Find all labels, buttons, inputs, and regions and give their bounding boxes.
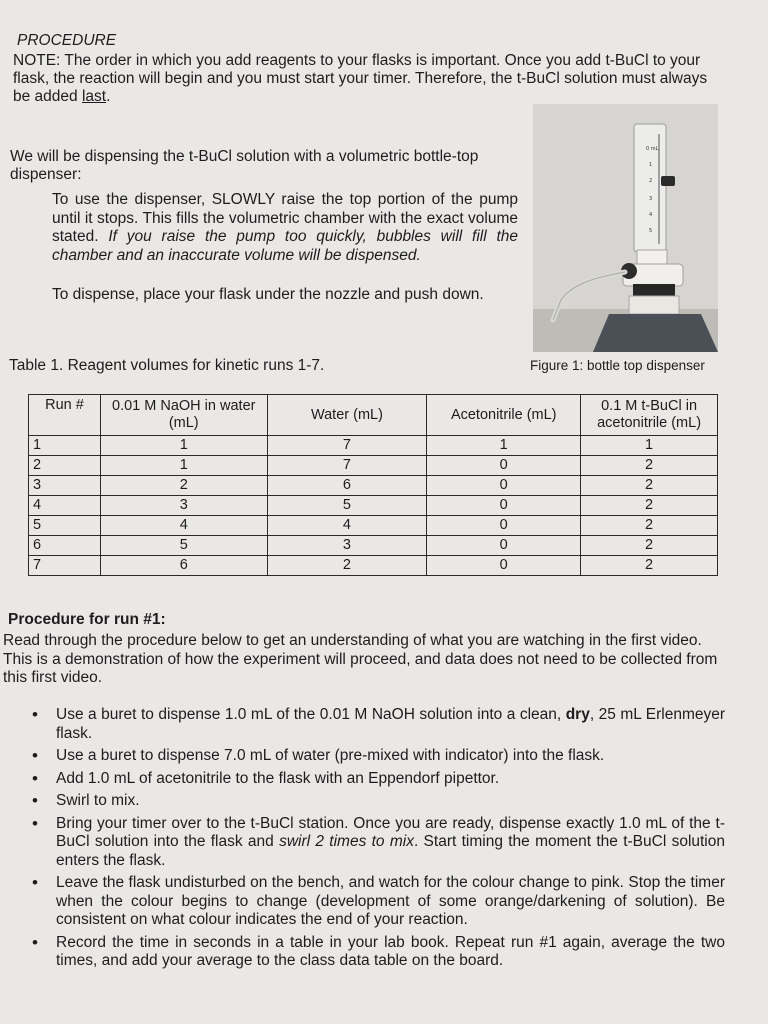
header-run: Run # [29,395,101,436]
table-cell: 2 [581,476,718,496]
header-tbucl: 0.1 M t-BuCl in acetonitrile (mL) [581,395,718,436]
table-cell: 1 [427,436,581,456]
table-cell: 0 [427,456,581,476]
table-cell: 6 [267,476,427,496]
step1-text: Use a buret to dispense 1.0 mL of the 0.01 M NaOH solution into a clean, [56,706,566,723]
table-cell: 2 [29,456,101,476]
step5-end: . Start timing the moment the t-BuCl solution enters the flask. [56,833,725,869]
table-cell: 2 [581,536,718,556]
table-cell: 4 [29,496,101,516]
header-water: Water (mL) [267,395,427,436]
list-item: • Record the time in seconds in a table in your lab book. Repeat run #1 again, average the two times, and add your average to the class data table on the board. [28,934,725,971]
table-cell: 3 [267,536,427,556]
table-cell: 1 [100,436,267,456]
table-row [29,556,718,576]
table-cell: 2 [581,516,718,536]
table-header-row [29,395,718,436]
bottle-cap [629,296,679,314]
table-caption: Table 1. Reagent volumes for kinetic runs 1-7. [9,357,325,374]
table-cell: 7 [267,436,427,456]
table-cell: 2 [581,496,718,516]
list-item: • Leave the flask undisturbed on the bench, and watch for the colour change to pink. Stop the timer when the colour begins to change (development of some orange/darkening of solution). Be consistent on what colour indicates the end of your reaction. [28,874,725,930]
table-row [29,536,718,556]
table-cell: 7 [29,556,101,576]
table-cell: 1 [29,436,101,456]
step1-end: , 25 mL Erlenmeyer flask. [56,706,726,742]
table-cell: 2 [100,476,267,496]
list-item [28,706,725,743]
figure-caption: Figure 1: bottle top dispenser [530,358,705,373]
list-item: • Swirl to mix. [28,792,725,811]
procedure-heading: PROCEDURE [17,32,117,49]
table-row [29,476,718,496]
note-text: NOTE: The order in which you add reagents to your flasks is important. Once you add t-BuCl to your flask, the reaction will begin and you must start your timer. Therefore, the t-BuCl solution must always be added [13,52,708,105]
table-cell: 2 [267,556,427,576]
procedure-steps [28,706,725,975]
table-cell: 1 [581,436,718,456]
table-cell: 0 [427,496,581,516]
run1-title: Procedure for run #1: [8,611,166,628]
scale-mark-5: 5 [649,228,653,234]
table-cell: 5 [29,516,101,536]
header-acetonitrile: Acetonitrile (mL) [427,395,581,436]
scale-mark-0: 0 mL [646,146,659,152]
list-item [28,815,725,871]
table-cell: 1 [100,456,267,476]
scale-mark-1: 1 [649,162,653,168]
table-cell: 3 [100,496,267,516]
table-cell: 6 [100,556,267,576]
table-cell: 0 [427,516,581,536]
scale-mark-4: 4 [649,212,653,218]
dispenser-instructions-text: To use the dispenser, SLOWLY raise the top portion of the pump until it stops. This fills the volumetric chamber with the exact volume stated. [52,191,518,245]
table-row [29,436,718,456]
dispenser-photo [533,104,718,352]
table-cell: 0 [427,476,581,496]
scale-mark-3: 3 [649,196,653,202]
volume-adjust-knob [661,176,675,186]
dispenser-warning: If you raise the pump too quickly, bubbles will fill the chamber and an inaccurate volume will be dispensed. [52,228,518,264]
table-cell: 3 [29,476,101,496]
header-naoh: 0.01 M NaOH in water (mL) [100,395,267,436]
table-row [29,456,718,476]
step1-dry: dry [565,706,590,723]
table-cell: 0 [427,536,581,556]
order-note [13,52,725,106]
list-item: • Add 1.0 mL of acetonitrile to the flask with an Eppendorf pipettor. [28,770,725,789]
note-end: . [106,88,111,105]
step5-swirl: swirl 2 times to mix [279,833,414,850]
reagent-bottle [593,314,718,352]
run1-description: Read through the procedure below to get an understanding of what you are watching in the first video. This is a demonstration of how the experiment will proceed, and data does not need to be collected from this first video. [3,632,718,686]
dispenser-intro: We will be dispensing the t-BuCl solution with a volumetric bottle-top dispenser: [10,148,479,183]
scale-mark-2: 2 [649,178,653,184]
table-cell: 7 [267,456,427,476]
dispenser-instructions [52,191,518,265]
list-item: • Use a buret to dispense 7.0 mL of water (pre-mixed with indicator) into the flask. [28,747,725,766]
table-row [29,496,718,516]
step5-text: Bring your timer over to the t-BuCl station. Once you are ready, dispense exactly 1.0 mL of the t-BuCl solution into the flask and [56,814,725,850]
bottle-collar [633,284,675,296]
table-cell: 0 [427,556,581,576]
table-cell: 4 [267,516,427,536]
table-cell: 5 [267,496,427,516]
dispense-instruction: To dispense, place your flask under the nozzle and push down. [52,286,484,303]
table-cell: 4 [100,516,267,536]
table-cell: 2 [581,556,718,576]
table-cell: 6 [29,536,101,556]
note-last-underlined: last [81,88,107,105]
table-row [29,516,718,536]
bottle-top-dispenser-illustration [533,104,718,352]
table-cell: 5 [100,536,267,556]
reagent-volumes-table [28,394,718,576]
table-cell: 2 [581,456,718,476]
